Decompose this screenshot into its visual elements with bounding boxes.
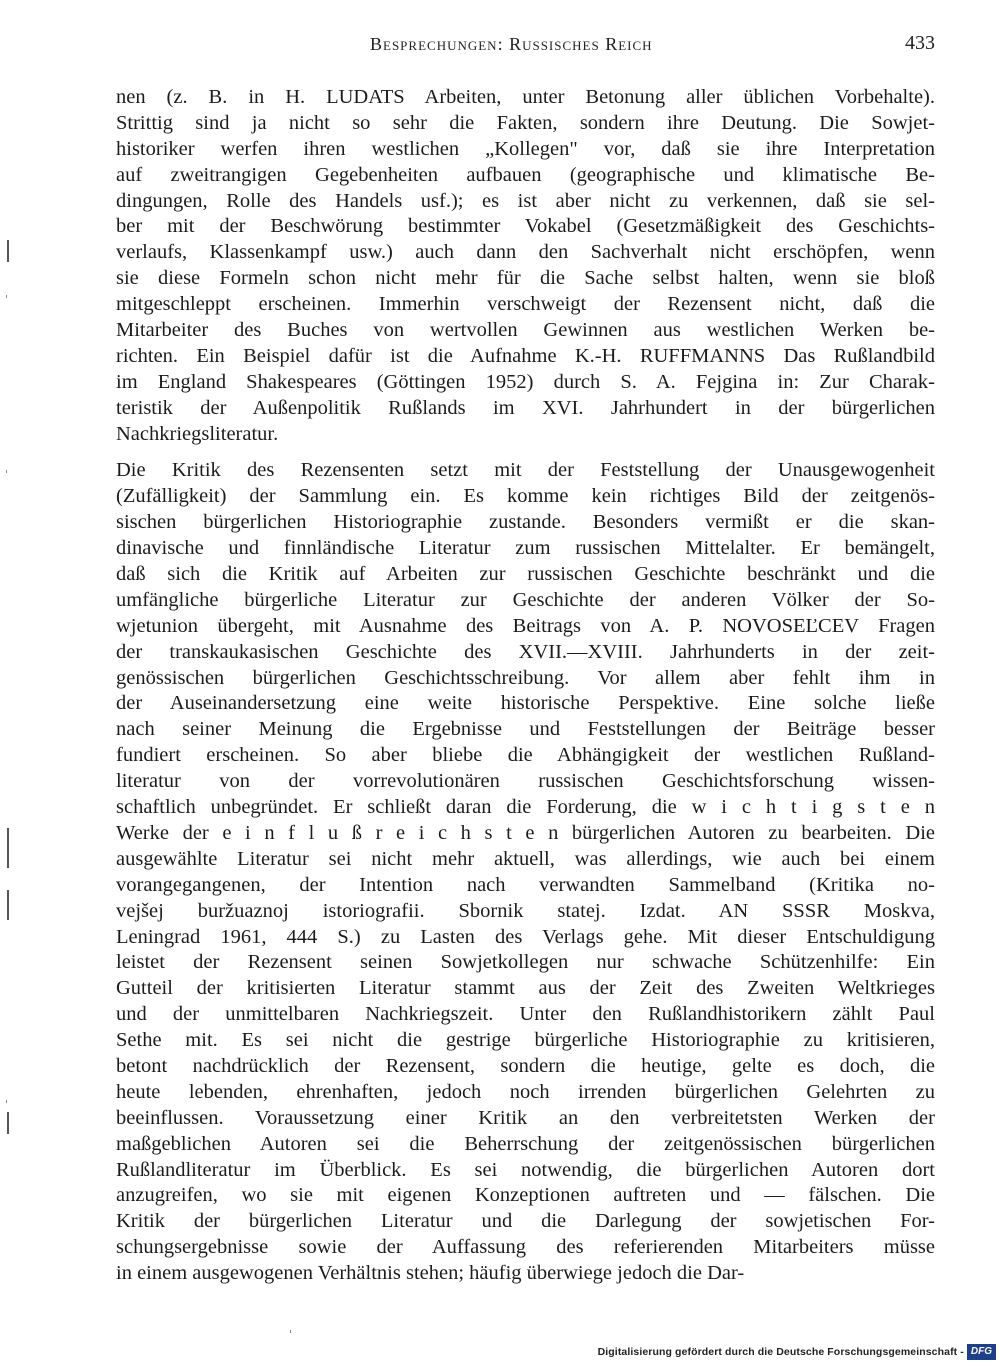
text-line: Gutteil der kritisierten Literatur stammt aus der Zeit des Zweiten Weltkrieges [116,977,935,1000]
text-line: ausgewählte Literatur sei nicht mehr aktuell, was allerdings, wie auch bei einem [116,847,935,870]
text-line: vorangegangenen, der Intention nach verwandten Sammelband (Kritika no- [116,873,935,896]
text-line: maßgeblichen Autoren sei die Beherrschung der zeitgenössischen bürgerlichen [116,1132,935,1155]
text-line: literatur von der vorrevolutionären russischen Geschichtsforschung wissen- [116,770,935,793]
text-line: sischen bürgerlichen Historiographie zustande. Besonders vermißt er die skan- [116,511,935,534]
text-line: teristik der Außenpolitik Rußlands im XVI. Jahrhundert in der bürgerlichen [116,396,935,419]
dfg-logo: DFG [967,1344,996,1360]
scan-speck [290,1330,291,1333]
running-head: Besprechungen: Russisches Reich [370,34,653,54]
page-header [116,32,935,62]
text-line: schungsergebnisse sowie der Auffassung des referierenden Mitarbeiters müsse [116,1236,935,1259]
digitization-footer [598,1343,996,1361]
text-line: Rußlandliteratur im Überblick. Es sei notwendig, die bürgerlichen Autoren dort [116,1158,935,1181]
text-line: (Zufälligkeit) der Sammlung ein. Es komme kein richtiges Bild der zeitgenös- [116,485,935,508]
scan-margin-mark [7,890,9,920]
scan-speck [6,470,7,473]
text-line: Strittig sind ja nicht so sehr die Fakten, sondern ihre Deutung. Die Sowjet- [116,111,935,134]
text-line: mitgeschleppt erscheinen. Immerhin verschweigt der Rezensent nicht, daß die [116,293,935,316]
text-line: der transkaukasischen Geschichte des XVII.—XVIII. Jahrhunderts in der zeit- [116,640,935,663]
text-line: nach seiner Meinung die Ergebnisse und Feststellungen der Beiträge besser [116,718,935,741]
text-line: dingungen, Rolle des Handels usf.); es ist aber nicht zu verkennen, daß sie sel- [116,189,935,212]
text-line: sie diese Formeln schon nicht mehr für die Sache selbst halten, wenn sie bloß [116,267,935,290]
text-line: und der unmittelbaren Nachkriegszeit. Unter den Rußlandhistorikern zählt Paul [116,1003,935,1026]
text-line: richten. Ein Beispiel dafür ist die Aufnahme K.-H. RUFFMANNS Das Rußlandbild [116,344,935,367]
paragraph [116,85,935,447]
text-line: wjetunion übergeht, mit Ausnahme des Beitrags von A. P. NOVOSEĽCEV Fragen [116,614,935,637]
text-line: schaftlich unbegründet. Er schließt daran die Forderung, die w i c h t i g s t e n [116,796,935,819]
scan-speck [6,295,7,298]
text-line: fundiert erscheinen. So aber bliebe die Abhängigkeit der westlichen Rußland- [116,744,935,767]
text-line: Kritik der bürgerlichen Literatur und die Darlegung der sowjetischen For- [116,1210,935,1233]
text-line: Nachkriegsliteratur. [116,422,279,445]
text-line: daß sich die Kritik auf Arbeiten zur russischen Geschichte beschränkt und die [116,563,935,586]
text-line: dinavische und finnländische Literatur zum russischen Mittelalter. Er bemängelt, [116,537,935,560]
text-line: Leningrad 1961, 444 S.) zu Lasten des Verlags gehe. Mit dieser Entschuldigung [116,925,935,948]
scan-margin-mark [7,1112,9,1134]
text-line: Mitarbeiter des Buches von wertvollen Gewinnen aus westlichen Werken be- [116,319,935,342]
text-line: verlaufs, Klassenkampf usw.) auch dann den Sachverhalt nicht erschöpfen, wenn [116,241,935,264]
text-line: genössischen bürgerlichen Geschichtsschreibung. Vor allem aber fehlt ihm in [116,666,935,689]
text-line: Die Kritik des Rezensenten setzt mit der Feststellung der Unausgewogenheit [116,459,935,482]
text-line: heute lebenden, ehrenhaften, jedoch noch irrenden bürgerlichen Gelehrten zu [116,1080,935,1103]
text-line: im England Shakespeares (Göttingen 1952) durch S. A. Fejgina in: Zur Charak- [116,370,935,393]
text-line: umfängliche bürgerliche Literatur zur Geschichte der anderen Völker der So- [116,588,935,611]
digitization-credit: Digitalisierung gefördert durch die Deutsche Forschungsgemeinschaft - [597,1346,964,1358]
scan-margin-mark [7,828,9,868]
text-line: betont nachdrücklich der Rezensent, sondern die heutige, gelte es doch, die [116,1054,935,1077]
text-line: der Auseinandersetzung eine weite historische Perspektive. Eine solche ließe [116,692,935,715]
text-line: auf zweitrangigen Gegebenheiten aufbauen (geographische und klimatische Be- [116,163,935,186]
text-line: historiker werfen ihren westlichen „Kollegen" vor, daß sie ihre Interpretation [116,137,935,160]
text-line: Werke der e i n f l u ß r e i c h s t e n bürgerlichen Autoren zu bearbeiten. Die [116,821,935,844]
text-line: Sethe mit. Es sei nicht die gestrige bürgerliche Historiographie zu kritisieren, [116,1029,935,1052]
article-body [116,85,935,1287]
text-line: anzugreifen, wo sie mit eigenen Konzeptionen auftreten und — fälschen. Die [116,1184,935,1207]
scan-margin-mark [7,240,9,262]
scan-speck [6,1100,7,1103]
paragraph [116,458,935,1287]
text-line: leistet der Rezensent seinen Sowjetkollegen nur schwache Schützenhilfe: Ein [116,951,935,974]
text-line: beeinflussen. Voraussetzung einer Kritik an den verbreitetsten Werken der [116,1106,935,1129]
text-line: nen (z. B. in H. LUDATS Arbeiten, unter Betonung aller üblichen Vorbehalte). [116,86,935,108]
page-number: 433 [905,32,935,54]
text-line: ber mit der Beschwörung bestimmter Vokabel (Gesetzmäßigkeit des Geschichts- [116,215,935,238]
text-line: in einem ausgewogenen Verhältnis stehen; häufig überwiege jedoch die Dar- [116,1262,745,1285]
text-line: vejšej buržuaznoj istoriografii. Sbornik statej. Izdat. AN SSSR Moskva, [116,899,935,922]
